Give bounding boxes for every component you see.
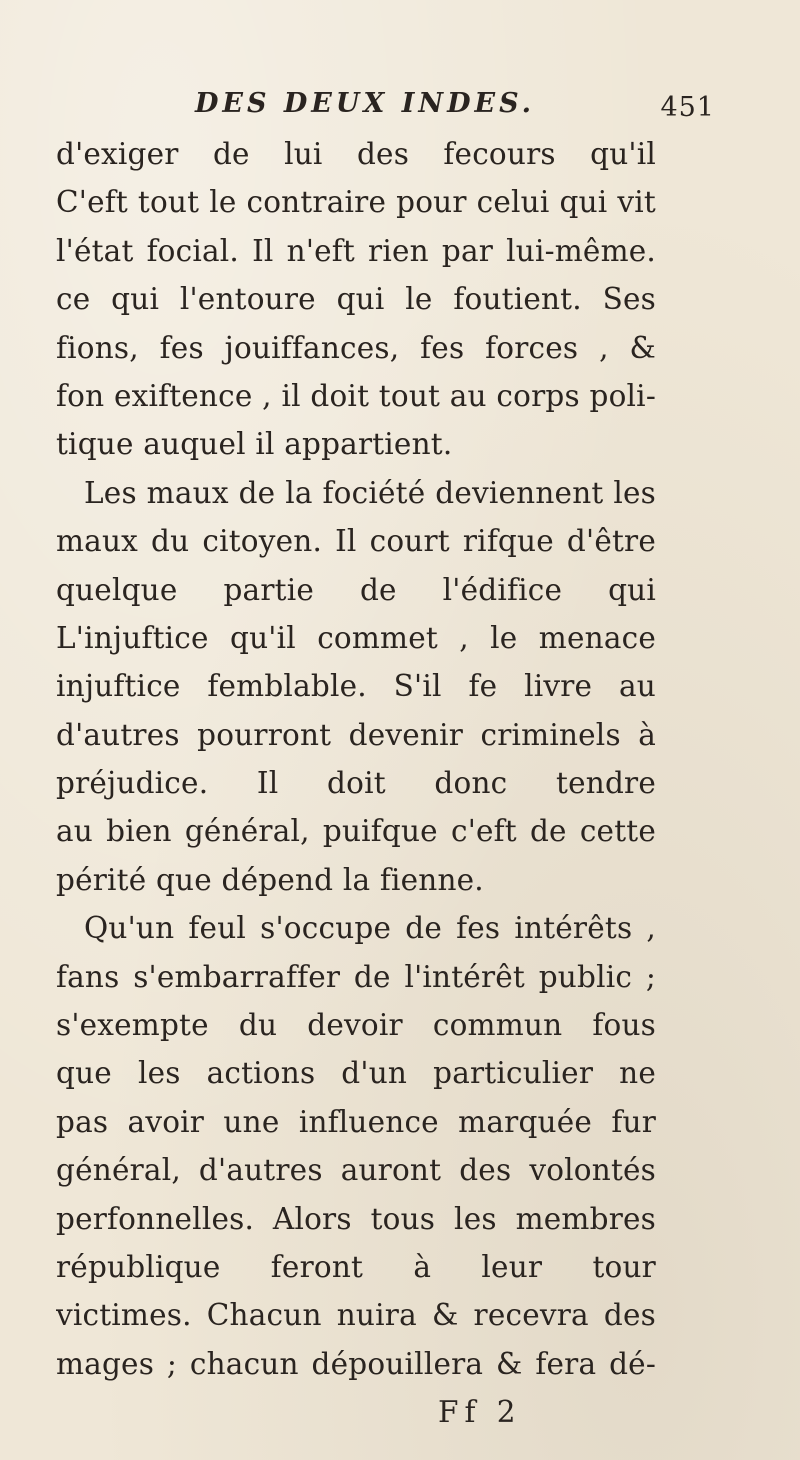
text-line: l'état focial. Il n'eft rien par lui-même. <box>56 233 656 268</box>
text-line: préjudice. Il doit donc tendre <box>56 766 656 801</box>
text-line: mages ; chacun dépouillera & fera dé- <box>56 1346 656 1381</box>
text-line: maux du citoyen. Il court rifque d'être <box>56 524 656 559</box>
body-text <box>56 130 656 1437</box>
text-line: ce qui l'entoure qui le foutient. Ses <box>56 282 656 317</box>
text-line-paragraph-start: Les maux de la fociété deviennent les <box>84 475 656 510</box>
text-line: injuftice femblable. S'il fe livre au <box>56 669 656 704</box>
text-line: L'injuftice qu'il commet , le menace <box>56 620 656 655</box>
text-line: fions, fes jouiffances, fes forces , & <box>56 330 656 365</box>
text-line-paragraph-end: tique auquel il appartient. <box>56 427 453 462</box>
text-line: que les actions d'un particulier ne <box>56 1056 656 1091</box>
text-line: fans s'embarraffer de l'intérêt public ; <box>56 959 656 994</box>
signature-mark: Ff 2 <box>438 1395 522 1430</box>
text-line: d'exiger de lui des fecours qu'il <box>56 137 656 171</box>
text-line: d'autres pourront devenir criminels à <box>56 717 656 752</box>
running-head-title: DES DEUX INDES. <box>195 88 536 119</box>
page-number: 451 <box>660 92 715 123</box>
text-line: perfonnelles. Alors tous les membres <box>56 1201 656 1236</box>
text-line: s'exempte du devoir commun fous <box>56 1008 656 1043</box>
text-line: au bien général, puifque c'eft de cette <box>56 814 656 849</box>
text-line: général, d'autres auront des volontés <box>56 1153 656 1188</box>
text-line-paragraph-start: Qu'un feul s'occupe de fes intérêts , <box>84 911 656 946</box>
text-line: fon exiftence , il doit tout au corps poli- <box>56 378 656 413</box>
text-line: pas avoir une influence marquée fur <box>56 1104 656 1139</box>
text-line-paragraph-end: périté que dépend la fienne. <box>56 862 484 897</box>
text-line: république feront à leur tour <box>56 1249 656 1284</box>
text-line: C'eft tout le contraire pour celui qui vit <box>56 185 656 220</box>
text-line: quelque partie de l'édifice qui <box>56 572 656 607</box>
text-line: victimes. Chacun nuira & recevra des <box>56 1298 656 1333</box>
running-head <box>195 88 715 128</box>
